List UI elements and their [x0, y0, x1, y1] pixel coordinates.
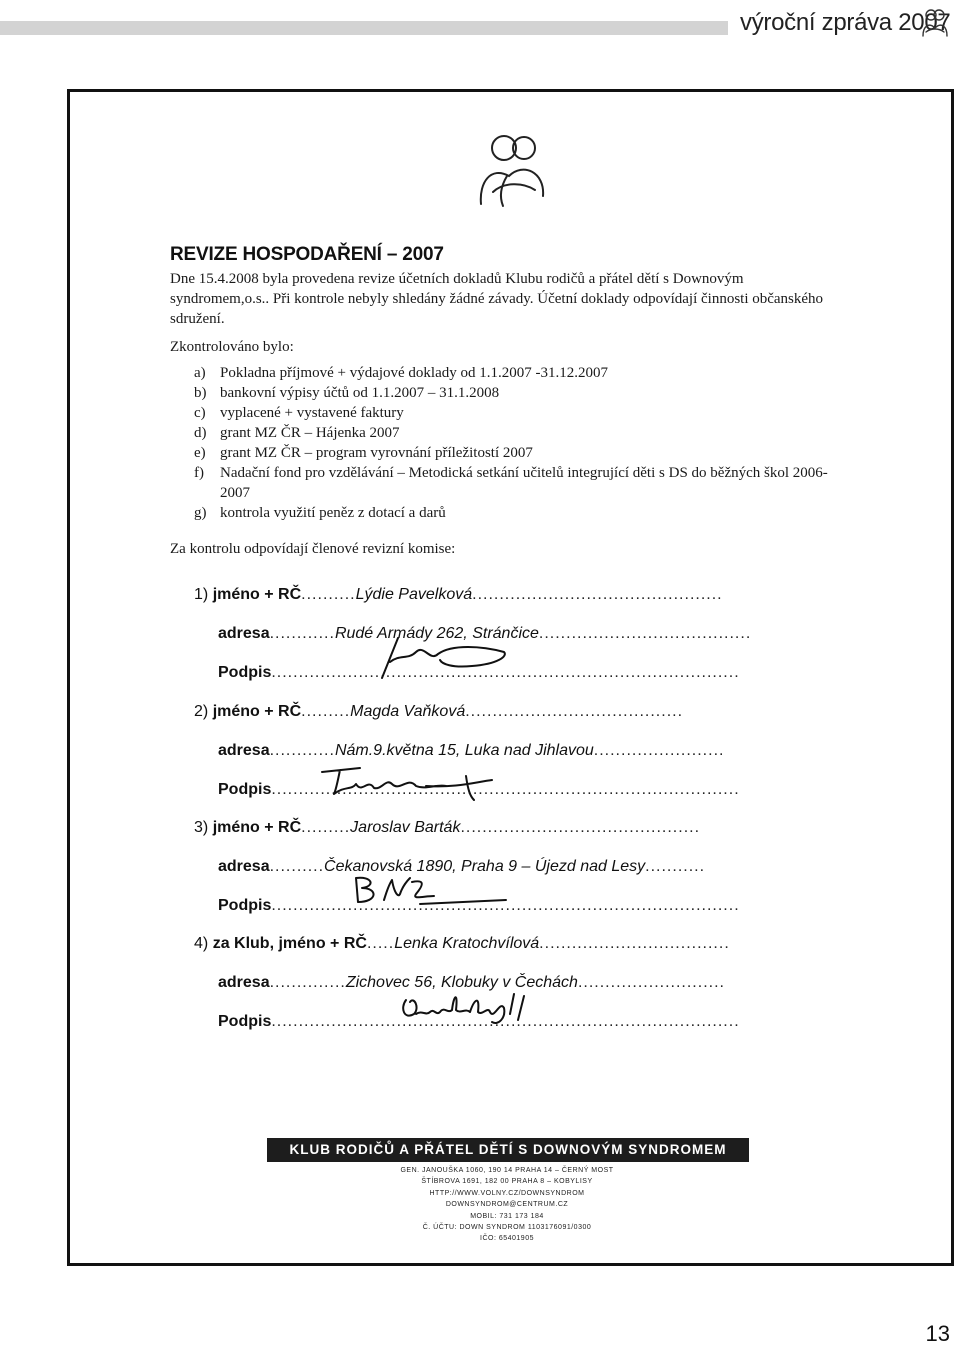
member-4-signature-row: Podpis......................................................................................: [218, 1013, 740, 1030]
report-title: výroční zpráva 2007: [740, 9, 951, 36]
club-stamp-banner: KLUB RODIČŮ A PŘÁTEL DĚTÍ S DOWNOVÝM SYNDROMEM: [267, 1138, 749, 1162]
list-item: g) kontrola využití peněz z dotací a darů: [194, 505, 446, 521]
list-item: e) grant MZ ČR – program vyrovnání příležitostí 2007: [194, 445, 533, 461]
stamp-line: Č. ÚČTU: DOWN SYNDROM 1103176091/0300: [422, 1224, 592, 1232]
list-item: d) grant MZ ČR – Hájenka 2007: [194, 425, 400, 441]
member-3-name-row: 3) jméno + RČ.........Jaroslav Barták............................................: [194, 819, 701, 836]
member-1-signature-row: Podpis......................................................................................: [218, 664, 740, 681]
member-2-name-row: 2) jméno + RČ.........Magda Vaňková........................................: [194, 703, 684, 720]
stamp-line: HTTP://WWW.VOLNY.CZ/DOWNSYNDROM: [429, 1189, 585, 1197]
document-title: REVIZE HOSPODAŘENÍ – 2007: [170, 244, 444, 265]
stamp-line: GEN. JANOUŠKA 1060, 190 14 PRAHA 14 – ČERNÝ MOST: [400, 1167, 614, 1174]
member-2-address-row: adresa............Nám.9.května 15, Luka nad Jihlavou........................: [218, 742, 725, 759]
list-item: f) Nadační fond pro vzdělávání – Metodická setkání učitelů integrující děti s DS do běžných škol 2006-2007: [194, 465, 828, 501]
list-item: b) bankovní výpisy účtů od 1.1.2007 – 31.1.2008: [194, 385, 500, 401]
scanned-document: [67, 89, 954, 1266]
member-1-name-row: 1) jméno + RČ..........Lýdie Pavelková..............................................: [194, 586, 723, 603]
member-4-address-row: adresa..............Zichovec 56, Klobuky v Čechách...........................: [218, 974, 725, 991]
checked-items-list: [194, 363, 834, 523]
member-1-signature: [372, 632, 512, 682]
stamp-line: ŠTÍBROVA 1691, 182 00 PRAHA 8 – KOBYLISY: [421, 1178, 593, 1186]
header-bar: [0, 21, 728, 35]
stamp-line: IČO: 65401905: [480, 1235, 534, 1243]
checked-label: Zkontrolováno bylo:: [170, 339, 294, 355]
hugging-figures-icon: [917, 6, 953, 42]
member-4-name-row: 4) za Klub, jméno + RČ.....Lenka Kratochvílová...................................: [194, 935, 730, 952]
member-3-signature: [350, 874, 510, 910]
list-item: a) Pokladna příjmové + výdajové doklady od 1.1.2007 -31.12.2007: [194, 365, 608, 381]
member-4-signature: [396, 990, 546, 1032]
list-item: c) vyplacené + vystavené faktury: [194, 405, 404, 421]
intro-paragraph: Dne 15.4.2008 byla provedena revize účetních dokladů Klubu rodičů a přátel dětí s Downovým syndromem,o.s.. Při kontrole nebyly shledány žádné závady. Účetní doklady odpovídají činnosti občanského sdružení.: [170, 271, 824, 327]
member-1-address-row: adresa............Rudé Armády 262, Stránčice.......................................: [218, 625, 752, 642]
club-logo: [473, 132, 553, 212]
club-stamp-details: [327, 1165, 687, 1245]
member-3-signature-row: Podpis......................................................................................: [218, 897, 740, 914]
member-2-signature: [316, 764, 506, 804]
member-3-address-row: adresa..........Čekanovská 1890, Praha 9 – Újezd nad Lesy...........: [218, 858, 706, 875]
member-2-signature-row: Podpis......................................................................................: [218, 781, 740, 798]
stamp-line: DOWNSYNDROM@CENTRUM.CZ: [445, 1201, 569, 1209]
committee-label: Za kontrolu odpovídají členové revizní komise:: [170, 541, 456, 557]
page-number: 13: [925, 1321, 950, 1346]
stamp-line: MOBIL: 731 173 184: [470, 1212, 544, 1220]
